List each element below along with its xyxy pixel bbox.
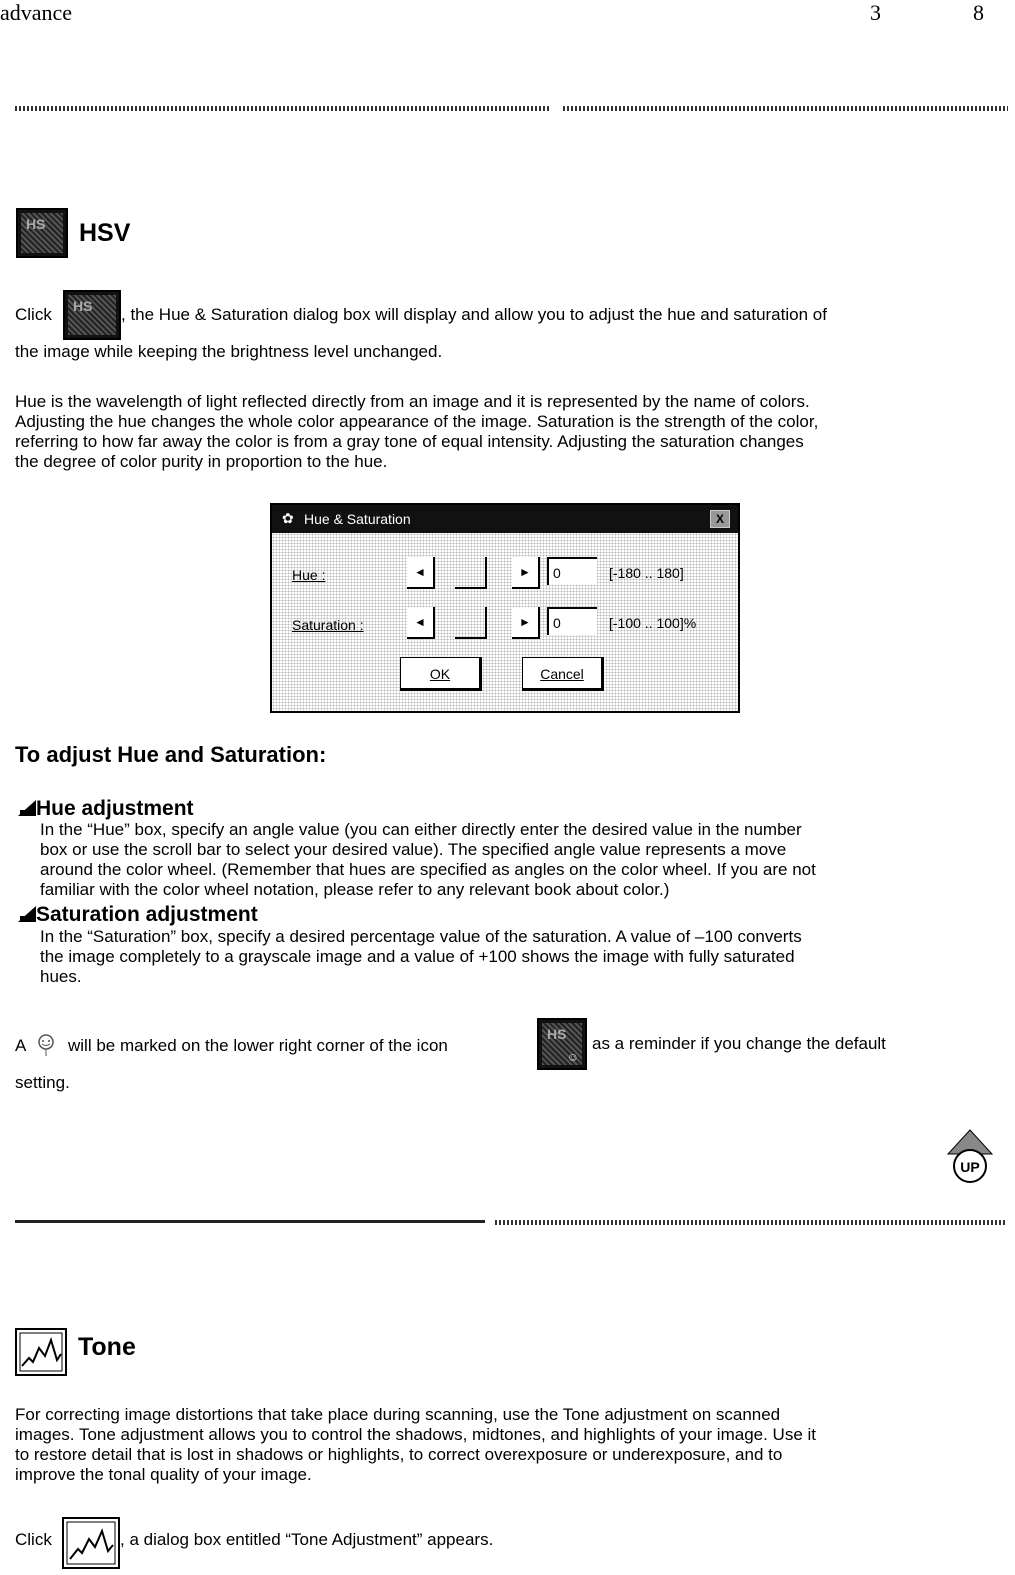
saturation-left-arrow-button[interactable]: ◄: [407, 607, 435, 639]
hue-saturation-button-icon[interactable]: HS: [63, 290, 121, 340]
bullet-icon: [18, 798, 36, 814]
dialog-title: Hue & Saturation: [304, 511, 411, 527]
dialog-app-icon: ✿: [282, 510, 294, 526]
hue-adjustment-line: In the “Hue” box, specify an angle value (you can either directly enter the desired value in the number: [40, 820, 802, 839]
hue-adjustment-line: familiar with the color wheel notation, please refer to any relevant book about color.): [40, 880, 670, 899]
hue-scroll-track[interactable]: [455, 557, 487, 589]
bullet-icon: [18, 904, 36, 920]
tone-click-prefix: Click: [15, 1530, 52, 1549]
hsv-desc-line: Adjusting the hue changes the whole color appearance of the image. Saturation is the strength of the color,: [15, 412, 819, 431]
saturation-adjustment-title-text: Saturation adjustment: [36, 903, 258, 926]
hue-adjustment-line: around the color wheel. (Remember that hues are specified as angles on the color wheel. If you are not: [40, 860, 816, 879]
tone-desc-line: improve the tonal quality of your image.: [15, 1465, 312, 1484]
saturation-adjustment-title: [18, 903, 258, 927]
header-chapter-number: 3: [870, 0, 881, 25]
header-section-name: advance: [0, 0, 73, 25]
hue-saturation-marked-icon: HS ☺: [537, 1018, 587, 1070]
tone-icon: [15, 1328, 67, 1376]
hsv-desc-line: the degree of color purity in proportion to the hue.: [15, 452, 388, 471]
saturation-value-input[interactable]: 0: [547, 607, 597, 635]
reminder-mark-icon: [36, 1033, 56, 1059]
hue-saturation-icon: HS: [16, 208, 68, 258]
ok-button-label: OK: [429, 666, 451, 682]
tone-title: Tone: [78, 1333, 136, 1361]
hue-label: Hue :: [292, 567, 326, 583]
up-button-label: UP: [960, 1159, 980, 1175]
saturation-range-label: [-100 .. 100]%: [609, 615, 697, 631]
reminder-suffix: as a reminder if you change the default: [592, 1034, 886, 1053]
mid-separator-left: [15, 1220, 485, 1223]
hsv-click-text: , the Hue & Saturation dialog box will display and allow you to adjust the hue and saturation of: [121, 305, 827, 324]
adjust-heading: To adjust Hue and Saturation:: [15, 742, 327, 767]
reminder-prefix: A: [15, 1036, 27, 1055]
hue-right-arrow-button[interactable]: ►: [512, 557, 540, 589]
cancel-button-label: Cancel: [540, 666, 584, 682]
tone-desc-line: For correcting image distortions that take place during scanning, use the Tone adjustment on scanned: [15, 1405, 781, 1424]
saturation-scroll-track[interactable]: [455, 607, 487, 639]
tone-desc-line: images. Tone adjustment allows you to control the shadows, midtones, and highlights of your image. Use it: [15, 1425, 817, 1444]
ok-button[interactable]: [400, 657, 482, 691]
hsv-desc-line: referring to how far away the color is from a gray tone of equal intensity. Adjusting the saturation changes: [15, 432, 804, 451]
hue-adjustment-title: [18, 797, 194, 821]
top-separator-right: [563, 106, 1008, 111]
hsv-description: [15, 392, 1005, 472]
up-button[interactable]: [940, 1128, 1000, 1188]
tone-description: [15, 1405, 1005, 1485]
saturation-adjustment-text: [40, 927, 1005, 987]
header-page-number: 8: [973, 0, 984, 25]
saturation-right-arrow-button[interactable]: ►: [512, 607, 540, 639]
top-separator-left: [15, 106, 550, 111]
dialog-close-button[interactable]: X: [710, 510, 730, 528]
saturation-adjustment-line: hues.: [40, 967, 82, 986]
hue-left-arrow-button[interactable]: ◄: [407, 557, 435, 589]
hue-saturation-dialog: [270, 503, 740, 713]
dialog-title-bar[interactable]: [272, 505, 738, 533]
saturation-label: Saturation :: [292, 617, 364, 633]
saturation-adjustment-line: the image completely to a grayscale image and a value of +100 shows the image with fully saturated: [40, 947, 795, 966]
tone-button-icon[interactable]: [62, 1517, 120, 1569]
hsv-click-text-line2: the image while keeping the brightness level unchanged.: [15, 342, 443, 361]
hue-value-input[interactable]: 0: [547, 557, 597, 585]
hsv-title: HSV: [79, 219, 131, 247]
saturation-adjustment-line: In the “Saturation” box, specify a desired percentage value of the saturation. A value of –100 converts: [40, 927, 802, 946]
reminder-middle: will be marked on the lower right corner of the icon: [68, 1036, 448, 1055]
dialog-body: [272, 533, 738, 711]
hsv-desc-line: Hue is the wavelength of light reflected directly from an image and it is represented by the name of colors.: [15, 392, 810, 411]
hue-adjustment-text: [40, 820, 1005, 900]
hue-adjustment-title-text: Hue adjustment: [36, 797, 194, 820]
hsv-click-prefix: Click: [15, 305, 52, 324]
tone-desc-line: to restore detail that is lost in shadows or highlights, to correct overexposure or underexposure, and to: [15, 1445, 783, 1464]
cancel-button[interactable]: [522, 657, 604, 691]
hue-range-label: [-180 .. 180]: [609, 565, 684, 581]
mid-separator-right: [495, 1220, 1005, 1225]
tone-click-text: , a dialog box entitled “Tone Adjustment” appears.: [120, 1530, 494, 1549]
hue-adjustment-line: box or use the scroll bar to select your desired value). The specified angle value represents a move: [40, 840, 787, 859]
reminder-line2: setting.: [15, 1073, 70, 1092]
